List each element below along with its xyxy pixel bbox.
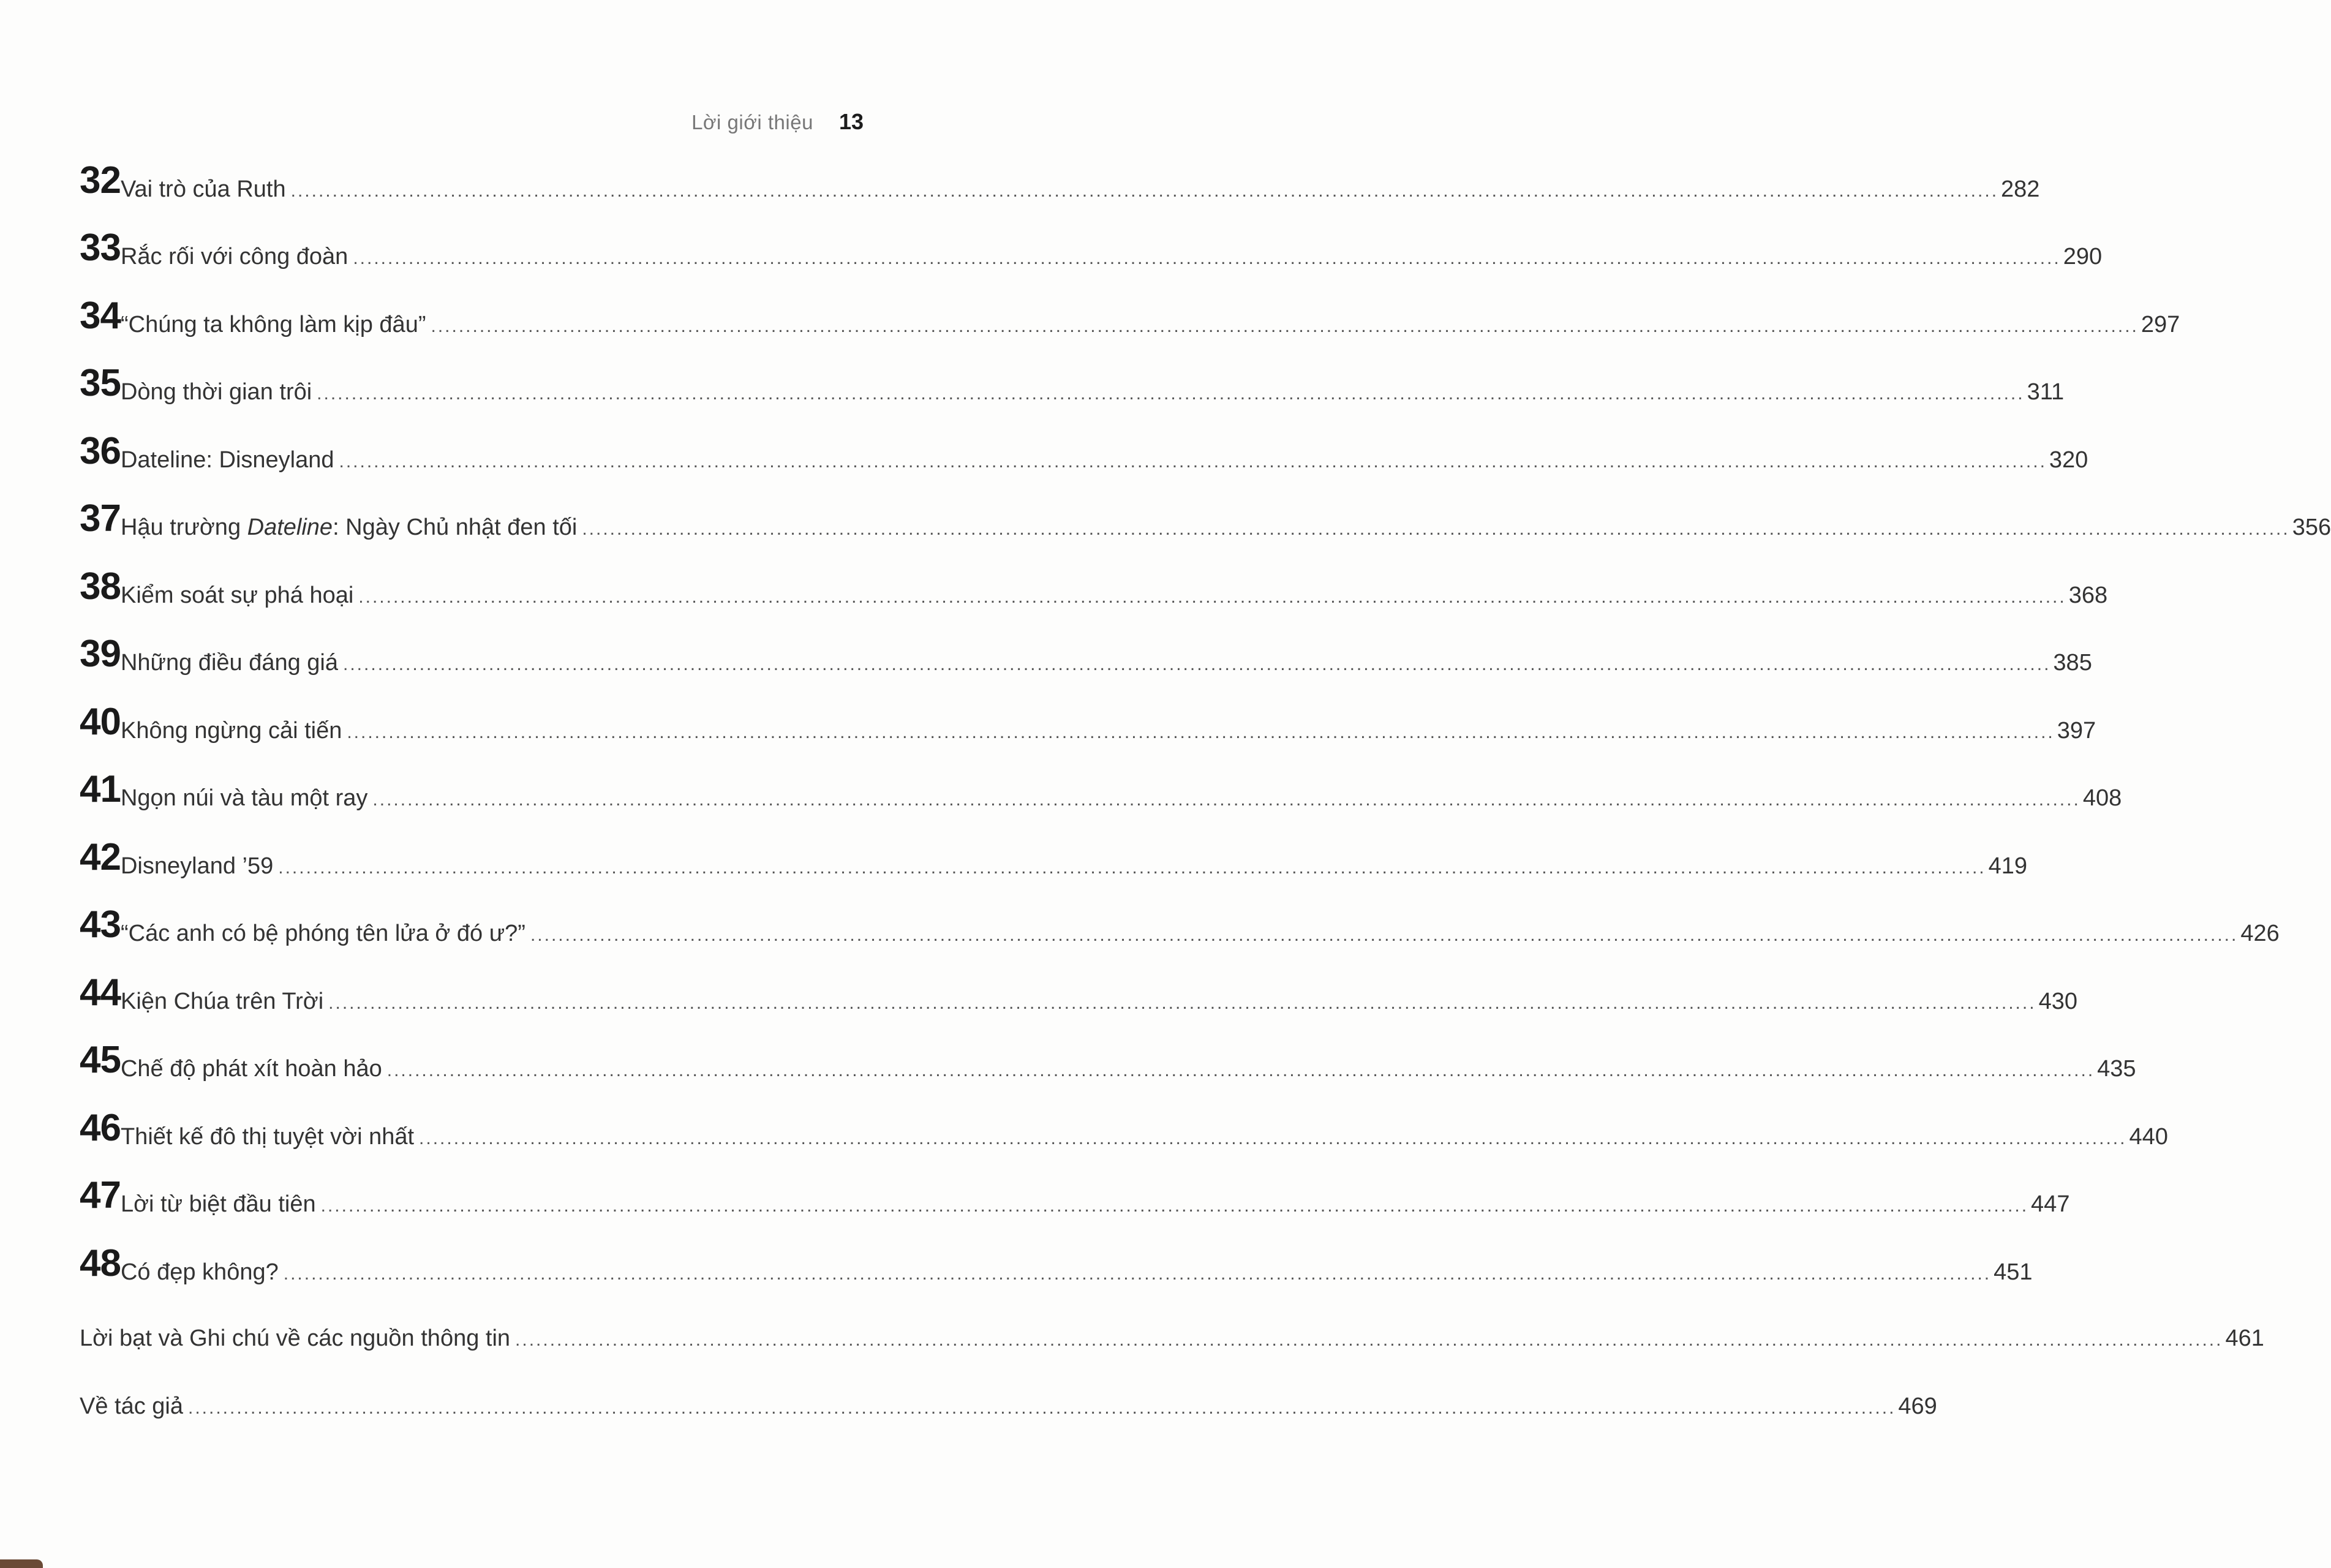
toc-entry-38 [80,558,2108,626]
toc-entry-46 [80,1099,2168,1167]
chapter-title-italic: Dateline [247,514,333,541]
chapter-title: Dòng thời gian trôi [120,379,312,405]
chapter-title: Những điều đáng giá [120,650,339,676]
chapter-page: 320 [2049,447,2088,473]
toc-entry-33 [80,220,2103,288]
dot-leader [328,993,2036,1014]
chapter-page: 447 [2031,1191,2070,1218]
toc-entry-afterword [80,1305,2264,1373]
chapter-page: 435 [2097,1056,2136,1082]
dot-leader [321,1196,2028,1216]
chapter-page: 426 [2240,921,2280,947]
chapter-title: Thiết kế đô thị tuyệt vời nhất [120,1123,415,1150]
dot-leader [431,316,2138,337]
chapter-title: Ngọn núi và tàu một ray [120,785,368,812]
toc-entry-41 [80,761,2122,829]
chapter-page: 368 [2068,582,2108,608]
chapter-title: “Chúng ta không làm kịp đâu” [120,311,426,337]
dot-leader [530,925,2238,946]
chapter-page: 430 [2038,988,2077,1014]
chapter-page: 408 [2082,785,2122,812]
chapter-page: 282 [2001,176,2040,202]
back-matter-title: Về tác giả [80,1393,183,1419]
dot-leader [358,587,2066,608]
chapter-number: 39 [80,633,121,676]
chapter-page: 290 [2063,244,2103,270]
chapter-number: 43 [80,903,121,946]
toc-entry-35 [80,355,2065,423]
chapter-title: Rắc rối với công đoàn [120,244,348,270]
chapter-page: 419 [1988,853,2028,879]
back-matter-title: Lời bạt và Ghi chú về các nguồn thông tin [80,1325,511,1352]
dot-leader [347,722,2054,743]
dot-leader [353,248,2060,269]
chapter-page: 385 [2053,650,2092,676]
chapter-title-prefix: Hậu trường [120,514,247,541]
chapter-number: 37 [80,497,121,540]
chapter-number: 47 [80,1174,121,1217]
chapter-number: 33 [80,227,121,270]
toc-entry-44 [80,964,2077,1032]
back-matter [80,1305,2264,1441]
table-of-contents [80,152,2331,1441]
chapter-number: 48 [80,1242,121,1284]
chapter-title: Disneyland ’59 [120,853,274,879]
dot-leader [339,451,2047,472]
page-number: 13 [838,109,864,134]
chapter-title: Có đẹp không? [120,1259,279,1285]
dot-leader [582,519,2289,540]
chapter-title-suffix: : Ngày Chủ nhật đen tối [333,514,578,541]
toc-entry-48 [80,1235,2033,1303]
chapter-title [121,514,582,541]
chapter-title: Kiện Chúa trên Trời [120,988,324,1014]
chapter-number: 35 [80,362,121,405]
chapter-page: 311 [2027,379,2065,405]
chapter-title: Dateline: Disneyland [120,447,334,473]
chapter-number: 46 [80,1106,121,1149]
chapter-number: 40 [80,700,121,743]
chapter-number: 38 [80,565,121,608]
chapter-number: 44 [80,971,121,1014]
chapter-page: 297 [2141,311,2180,337]
dot-leader [343,654,2050,675]
chapter-page: 356 [2292,514,2331,541]
dot-leader [387,1060,2095,1081]
toc-entry-37 [80,491,2331,559]
chapter-page: 440 [2129,1123,2168,1150]
toc-entry-about-author [80,1373,1937,1441]
back-matter-page: 469 [1898,1393,1937,1419]
section-title: Lời giới thiệu [691,111,813,134]
toc-entry-34 [80,287,2180,355]
toc-entry-39 [80,626,2092,694]
toc-entry-36 [80,423,2088,491]
chapter-title: Không ngừng cải tiến [120,717,342,744]
chapter-title: Kiểm soát sự phá hoại [120,582,354,608]
chapter-number: 32 [80,159,121,202]
toc-entry-45 [80,1032,2136,1100]
back-matter-page: 461 [2225,1325,2264,1352]
chapter-title: “Các anh có bệ phóng tên lửa ở đó ư?” [120,921,525,947]
toc-entry-43 [80,897,2280,965]
chapter-number: 41 [80,768,121,811]
chapter-page: 451 [1994,1259,2033,1285]
chapter-title: Vai trò của Ruth [120,176,286,202]
page-edge-shadow [0,1559,43,1568]
dot-leader [291,181,1998,202]
dot-leader [419,1128,2126,1149]
running-header [691,109,864,135]
chapter-number: 36 [80,429,121,472]
dot-leader [278,858,1986,878]
chapter-title: Lời từ biệt đầu tiên [120,1191,316,1218]
chapter-page: 397 [2057,717,2096,744]
toc-entry-47 [80,1167,2070,1235]
dot-leader [317,383,2024,404]
dot-leader [372,790,2080,810]
dot-leader [284,1264,1991,1284]
toc-entry-42 [80,829,2028,897]
chapter-number: 34 [80,294,121,337]
toc-entry-32 [80,152,2040,220]
chapter-title: Chế độ phát xít hoàn hảo [120,1056,382,1082]
dot-leader [188,1398,1896,1419]
dot-leader [515,1330,2223,1351]
chapter-number: 42 [80,835,121,878]
toc-entry-40 [80,693,2096,761]
chapter-number: 45 [80,1039,121,1082]
